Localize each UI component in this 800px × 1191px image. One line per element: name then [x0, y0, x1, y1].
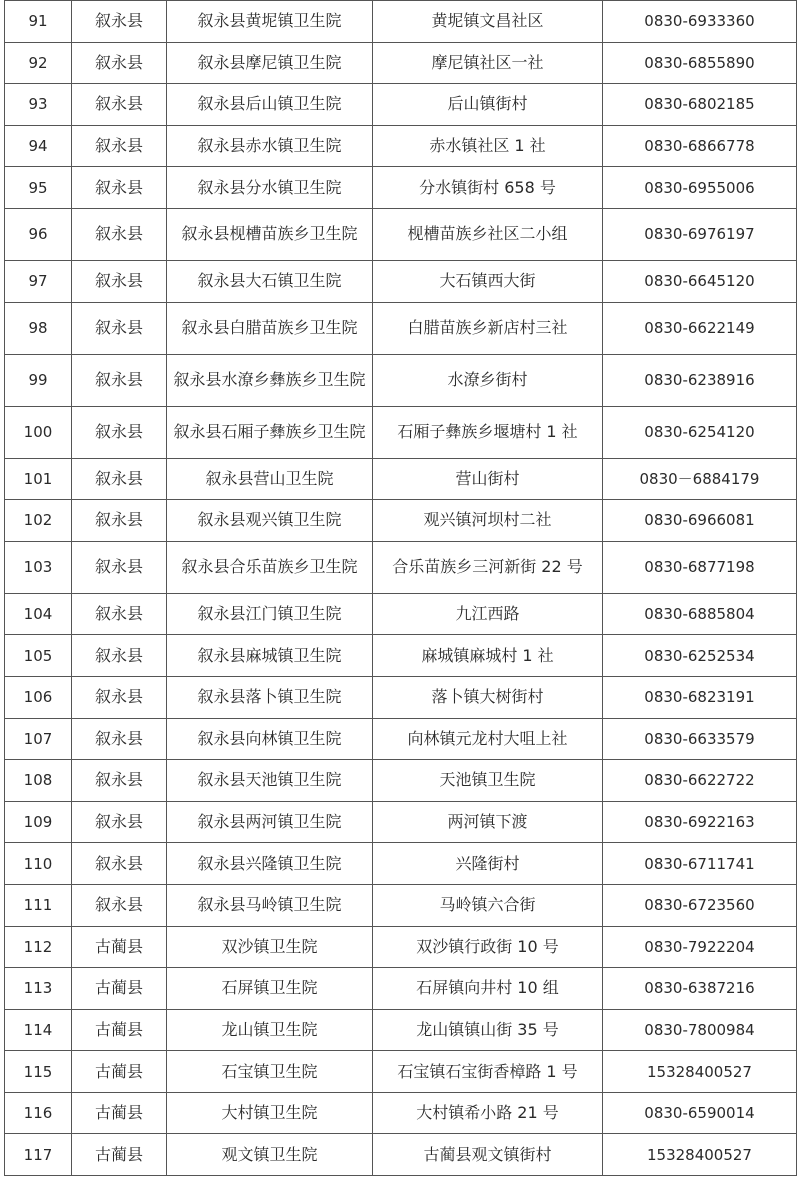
address-cell: 马岭镇六合街: [373, 884, 603, 926]
address-cell: 分水镇街村 658 号: [373, 167, 603, 209]
address-cell: 大石镇西大街: [373, 260, 603, 302]
table-body: [5, 1, 797, 1176]
address-cell: 观兴镇河坝村二社: [373, 500, 603, 542]
phone-cell: 0830-6877198: [603, 541, 797, 593]
table-row: [5, 843, 797, 885]
row-number-cell: 93: [5, 84, 72, 126]
table-row: [5, 354, 797, 406]
county-cell: 叙永县: [72, 406, 167, 458]
row-number-cell: 104: [5, 593, 72, 635]
clinic-name-cell: 双沙镇卫生院: [167, 926, 373, 968]
clinic-name-cell: 叙永县落卜镇卫生院: [167, 676, 373, 718]
phone-cell: 0830-6633579: [603, 718, 797, 760]
table-row: [5, 406, 797, 458]
address-cell: 双沙镇行政街 10 号: [373, 926, 603, 968]
phone-cell: 0830-6802185: [603, 84, 797, 126]
phone-cell: 0830－6884179: [603, 458, 797, 500]
table-row: [5, 260, 797, 302]
address-cell: 后山镇街村: [373, 84, 603, 126]
row-number-cell: 99: [5, 354, 72, 406]
county-cell: 叙永县: [72, 500, 167, 542]
county-cell: 叙永县: [72, 843, 167, 885]
county-cell: 叙永县: [72, 458, 167, 500]
phone-cell: 0830-6966081: [603, 500, 797, 542]
county-cell: 叙永县: [72, 541, 167, 593]
phone-cell: 0830-6955006: [603, 167, 797, 209]
table-row: [5, 208, 797, 260]
row-number-cell: 108: [5, 760, 72, 802]
row-number-cell: 117: [5, 1134, 72, 1176]
clinic-name-cell: 叙永县分水镇卫生院: [167, 167, 373, 209]
address-cell: 古蔺县观文镇街村: [373, 1134, 603, 1176]
clinic-name-cell: 叙永县枧槽苗族乡卫生院: [167, 208, 373, 260]
table-row: [5, 760, 797, 802]
table-row: [5, 593, 797, 635]
address-cell: 向林镇元龙村大咀上社: [373, 718, 603, 760]
table-row: [5, 42, 797, 84]
clinic-name-cell: 叙永县赤水镇卫生院: [167, 125, 373, 167]
row-number-cell: 105: [5, 635, 72, 677]
county-cell: 叙永县: [72, 84, 167, 126]
county-cell: 叙永县: [72, 354, 167, 406]
phone-cell: 0830-6252534: [603, 635, 797, 677]
table-row: [5, 1009, 797, 1051]
address-cell: 九江西路: [373, 593, 603, 635]
phone-cell: 0830-6885804: [603, 593, 797, 635]
phone-cell: 0830-6855890: [603, 42, 797, 84]
address-cell: 营山街村: [373, 458, 603, 500]
phone-cell: 0830-6254120: [603, 406, 797, 458]
county-cell: 叙永县: [72, 208, 167, 260]
table-row: [5, 676, 797, 718]
row-number-cell: 110: [5, 843, 72, 885]
table-row: [5, 884, 797, 926]
county-cell: 叙永县: [72, 302, 167, 354]
clinic-name-cell: 叙永县石厢子彝族乡卫生院: [167, 406, 373, 458]
phone-cell: 0830-6922163: [603, 801, 797, 843]
row-number-cell: 116: [5, 1092, 72, 1134]
row-number-cell: 106: [5, 676, 72, 718]
county-cell: 古蔺县: [72, 1134, 167, 1176]
clinic-name-cell: 叙永县马岭镇卫生院: [167, 884, 373, 926]
row-number-cell: 109: [5, 801, 72, 843]
table-row: [5, 167, 797, 209]
row-number-cell: 112: [5, 926, 72, 968]
phone-cell: 0830-6645120: [603, 260, 797, 302]
clinic-name-cell: 龙山镇卫生院: [167, 1009, 373, 1051]
row-number-cell: 113: [5, 968, 72, 1010]
table-row: [5, 968, 797, 1010]
phone-cell: 0830-6387216: [603, 968, 797, 1010]
table-row: [5, 302, 797, 354]
row-number-cell: 95: [5, 167, 72, 209]
address-cell: 石厢子彝族乡堰塘村 1 社: [373, 406, 603, 458]
row-number-cell: 96: [5, 208, 72, 260]
clinic-name-cell: 石屏镇卫生院: [167, 968, 373, 1010]
address-cell: 白腊苗族乡新店村三社: [373, 302, 603, 354]
table-row: [5, 125, 797, 167]
clinic-directory-table: [4, 0, 797, 1176]
row-number-cell: 115: [5, 1051, 72, 1093]
phone-cell: 0830-6823191: [603, 676, 797, 718]
clinic-name-cell: 叙永县摩尼镇卫生院: [167, 42, 373, 84]
address-cell: 枧槽苗族乡社区二小组: [373, 208, 603, 260]
clinic-name-cell: 叙永县后山镇卫生院: [167, 84, 373, 126]
address-cell: 天池镇卫生院: [373, 760, 603, 802]
county-cell: 古蔺县: [72, 1092, 167, 1134]
row-number-cell: 103: [5, 541, 72, 593]
table-row: [5, 926, 797, 968]
phone-cell: 0830-6590014: [603, 1092, 797, 1134]
county-cell: 叙永县: [72, 801, 167, 843]
county-cell: 叙永县: [72, 42, 167, 84]
address-cell: 合乐苗族乡三河新街 22 号: [373, 541, 603, 593]
clinic-name-cell: 叙永县白腊苗族乡卫生院: [167, 302, 373, 354]
table-row: [5, 1051, 797, 1093]
table-row: [5, 718, 797, 760]
clinic-name-cell: 石宝镇卫生院: [167, 1051, 373, 1093]
county-cell: 叙永县: [72, 1, 167, 43]
clinic-name-cell: 叙永县江门镇卫生院: [167, 593, 373, 635]
row-number-cell: 92: [5, 42, 72, 84]
row-number-cell: 97: [5, 260, 72, 302]
clinic-name-cell: 叙永县向林镇卫生院: [167, 718, 373, 760]
clinic-name-cell: 叙永县天池镇卫生院: [167, 760, 373, 802]
address-cell: 黄坭镇文昌社区: [373, 1, 603, 43]
clinic-name-cell: 叙永县麻城镇卫生院: [167, 635, 373, 677]
address-cell: 石屏镇向井村 10 组: [373, 968, 603, 1010]
phone-cell: 0830-6622149: [603, 302, 797, 354]
county-cell: 古蔺县: [72, 1051, 167, 1093]
address-cell: 赤水镇社区 1 社: [373, 125, 603, 167]
phone-cell: 0830-6933360: [603, 1, 797, 43]
row-number-cell: 98: [5, 302, 72, 354]
address-cell: 石宝镇石宝街香樟路 1 号: [373, 1051, 603, 1093]
clinic-name-cell: 观文镇卫生院: [167, 1134, 373, 1176]
table-row: [5, 500, 797, 542]
table-row: [5, 1, 797, 43]
phone-cell: 0830-6622722: [603, 760, 797, 802]
row-number-cell: 100: [5, 406, 72, 458]
address-cell: 落卜镇大树街村: [373, 676, 603, 718]
row-number-cell: 107: [5, 718, 72, 760]
row-number-cell: 91: [5, 1, 72, 43]
clinic-name-cell: 叙永县黄坭镇卫生院: [167, 1, 373, 43]
clinic-name-cell: 叙永县营山卫生院: [167, 458, 373, 500]
phone-cell: 15328400527: [603, 1051, 797, 1093]
clinic-name-cell: 叙永县合乐苗族乡卫生院: [167, 541, 373, 593]
county-cell: 叙永县: [72, 760, 167, 802]
row-number-cell: 101: [5, 458, 72, 500]
row-number-cell: 111: [5, 884, 72, 926]
row-number-cell: 102: [5, 500, 72, 542]
clinic-name-cell: 叙永县观兴镇卫生院: [167, 500, 373, 542]
county-cell: 叙永县: [72, 676, 167, 718]
clinic-name-cell: 大村镇卫生院: [167, 1092, 373, 1134]
clinic-name-cell: 叙永县大石镇卫生院: [167, 260, 373, 302]
table-row: [5, 541, 797, 593]
phone-cell: 0830-7800984: [603, 1009, 797, 1051]
phone-cell: 0830-6976197: [603, 208, 797, 260]
table-row: [5, 635, 797, 677]
table-row: [5, 1134, 797, 1176]
address-cell: 龙山镇镇山街 35 号: [373, 1009, 603, 1051]
county-cell: 叙永县: [72, 593, 167, 635]
clinic-name-cell: 叙永县水潦乡彝族乡卫生院: [167, 354, 373, 406]
table-row: [5, 458, 797, 500]
address-cell: 摩尼镇社区一社: [373, 42, 603, 84]
table-row: [5, 801, 797, 843]
phone-cell: 0830-6238916: [603, 354, 797, 406]
county-cell: 古蔺县: [72, 926, 167, 968]
phone-cell: 15328400527: [603, 1134, 797, 1176]
address-cell: 水潦乡街村: [373, 354, 603, 406]
county-cell: 叙永县: [72, 635, 167, 677]
phone-cell: 0830-7922204: [603, 926, 797, 968]
row-number-cell: 114: [5, 1009, 72, 1051]
clinic-name-cell: 叙永县兴隆镇卫生院: [167, 843, 373, 885]
row-number-cell: 94: [5, 125, 72, 167]
clinic-name-cell: 叙永县两河镇卫生院: [167, 801, 373, 843]
county-cell: 叙永县: [72, 718, 167, 760]
address-cell: 大村镇希小路 21 号: [373, 1092, 603, 1134]
county-cell: 叙永县: [72, 125, 167, 167]
county-cell: 叙永县: [72, 260, 167, 302]
table-row: [5, 1092, 797, 1134]
phone-cell: 0830-6723560: [603, 884, 797, 926]
county-cell: 叙永县: [72, 884, 167, 926]
county-cell: 古蔺县: [72, 968, 167, 1010]
address-cell: 两河镇下渡: [373, 801, 603, 843]
county-cell: 古蔺县: [72, 1009, 167, 1051]
phone-cell: 0830-6866778: [603, 125, 797, 167]
table-row: [5, 84, 797, 126]
address-cell: 兴隆街村: [373, 843, 603, 885]
phone-cell: 0830-6711741: [603, 843, 797, 885]
address-cell: 麻城镇麻城村 1 社: [373, 635, 603, 677]
county-cell: 叙永县: [72, 167, 167, 209]
